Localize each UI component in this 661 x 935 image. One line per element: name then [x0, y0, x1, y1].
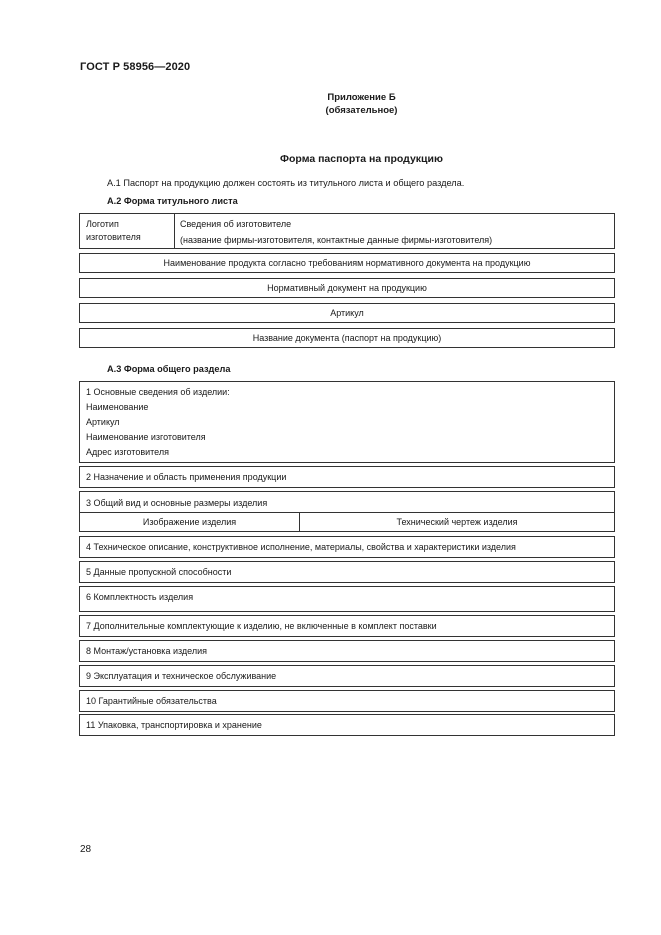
appearance-box	[79, 491, 615, 532]
maker-info-cell	[175, 214, 614, 248]
image-cell: Изображение изделия	[80, 513, 300, 531]
appendix-title: Приложение Б	[327, 92, 396, 103]
appearance-label: 3 Общий вид и основные размеры изделия	[86, 498, 268, 508]
logo-cell	[80, 214, 175, 248]
page-number: 28	[80, 844, 92, 855]
drawing-cell: Технический чертеж изделия	[396, 517, 518, 527]
basic-info-line: Наименование изготовителя	[86, 432, 206, 442]
basic-info-line: Артикул	[86, 417, 120, 427]
general-section-row: 9 Эксплуатация и техническое обслуживание	[79, 665, 615, 687]
general-section-heading: А.3 Форма общего раздела	[107, 364, 231, 374]
general-section-row: 5 Данные пропускной способности	[79, 561, 615, 583]
title-sheet-heading: А.2 Форма титульного листа	[107, 196, 238, 206]
appendix-status: (обязательное)	[325, 105, 398, 116]
title-sheet-row: Артикул	[79, 303, 615, 323]
title-sheet-row: Наименование продукта согласно требованиям нормативного документа на продукцию	[79, 253, 615, 273]
general-section-row: 8 Монтаж/установка изделия	[79, 640, 615, 662]
maker-info-line1: Сведения об изготовителе	[180, 219, 292, 229]
page-title: Форма паспорта на продукцию	[280, 153, 443, 165]
purpose-row: 2 Назначение и область применения продукции	[79, 466, 615, 488]
logo-label-line1: Логотип	[86, 219, 119, 229]
basic-info-line: Адрес изготовителя	[86, 447, 169, 457]
general-section-row: 10 Гарантийные обязательства	[79, 690, 615, 712]
intro-paragraph: А.1 Паспорт на продукцию должен состоять из титульного листа и общего раздела.	[107, 178, 465, 188]
basic-info-box	[79, 381, 615, 463]
title-sheet-row: Нормативный документ на продукцию	[79, 278, 615, 298]
general-section-row: 6 Комплектность изделия	[79, 586, 615, 612]
title-sheet-header-box	[79, 213, 615, 249]
document-header: ГОСТ Р 58956—2020	[80, 61, 191, 73]
general-section-row: 7 Дополнительные комплектующие к изделию, не включенные в комплект поставки	[79, 615, 615, 637]
basic-info-line: 1 Основные сведения об изделии:	[86, 387, 230, 397]
title-sheet-row: Название документа (паспорт на продукцию)	[79, 328, 615, 348]
maker-info-line2: (название фирмы-изготовителя, контактные данные фирмы-изготовителя)	[180, 235, 493, 245]
basic-info-line: Наименование	[86, 402, 149, 412]
general-section-row: 4 Техническое описание, конструктивное исполнение, материалы, свойства и характеристики изделия	[79, 536, 615, 558]
logo-label-line2: изготовителя	[86, 232, 141, 242]
general-section-row: 11 Упаковка, транспортировка и хранение	[79, 714, 615, 736]
